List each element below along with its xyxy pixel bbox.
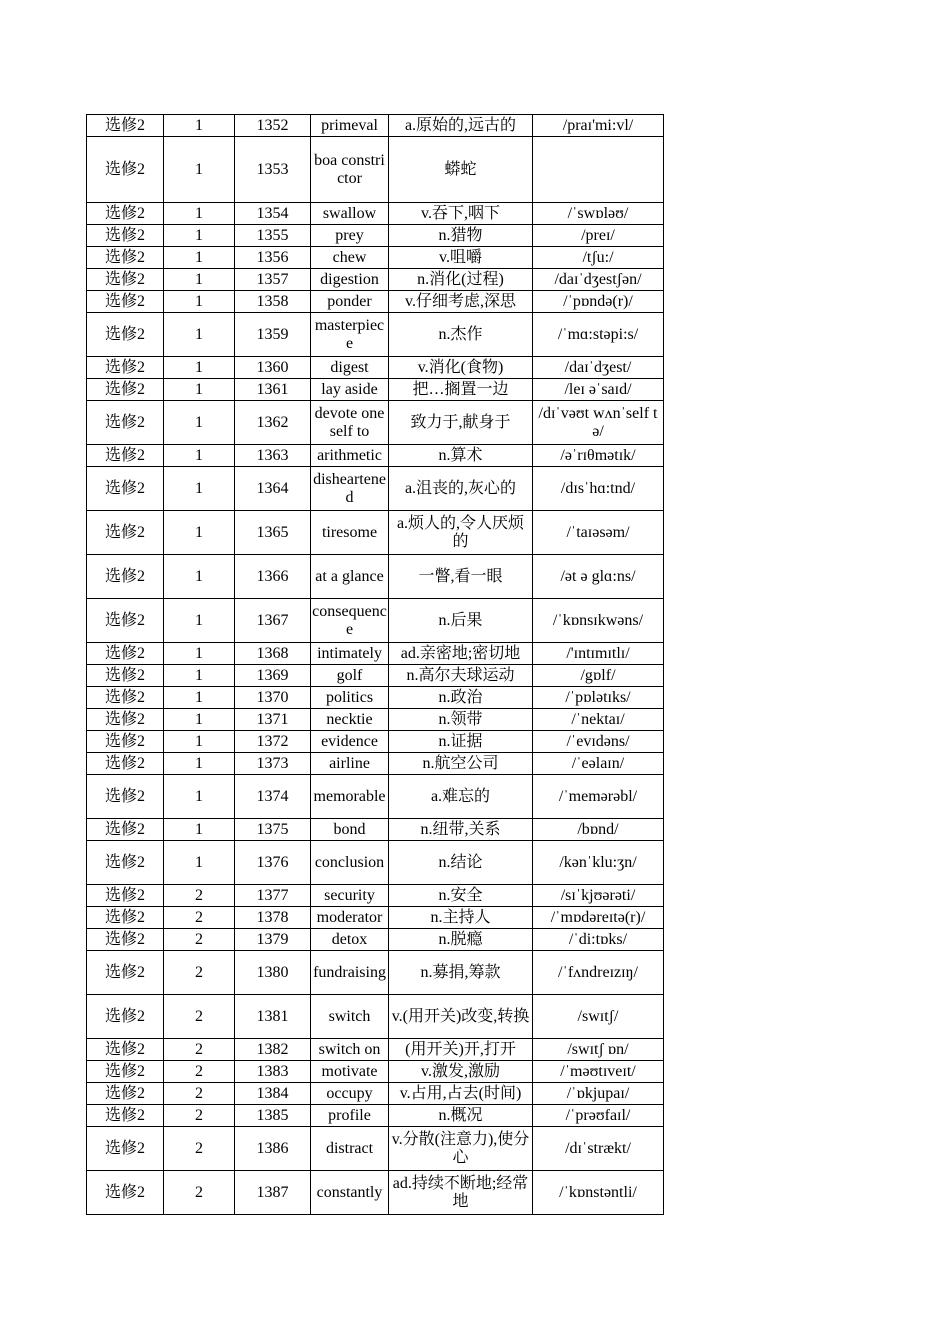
word-cell: security — [311, 885, 389, 907]
table-row — [87, 687, 664, 709]
word-cell: memorable — [311, 775, 389, 819]
table-row — [87, 225, 664, 247]
book-cell: 选修2 — [87, 511, 164, 555]
number-cell: 1355 — [235, 225, 311, 247]
book-cell: 选修2 — [87, 775, 164, 819]
word-cell: profile — [311, 1105, 389, 1127]
book-cell: 选修2 — [87, 137, 164, 203]
table-row — [87, 269, 664, 291]
phonetic-cell — [533, 137, 664, 203]
book-cell: 选修2 — [87, 203, 164, 225]
meaning-cell: v.激发,激励 — [389, 1061, 533, 1083]
unit-cell: 1 — [164, 555, 235, 599]
phonetic-cell: /daɪˈdʒestʃən/ — [533, 269, 664, 291]
phonetic-cell: /ət ə glɑ:ns/ — [533, 555, 664, 599]
book-cell: 选修2 — [87, 1127, 164, 1171]
unit-cell: 1 — [164, 401, 235, 445]
phonetic-cell: /ˈpɒlətɪks/ — [533, 687, 664, 709]
book-cell: 选修2 — [87, 929, 164, 951]
table-row — [87, 467, 664, 511]
phonetic-cell: /tʃu:/ — [533, 247, 664, 269]
phonetic-cell: /swɪtʃ/ — [533, 995, 664, 1039]
meaning-cell: n.结论 — [389, 841, 533, 885]
phonetic-cell: /ˈmɒdəreɪtə(r)/ — [533, 907, 664, 929]
number-cell: 1375 — [235, 819, 311, 841]
unit-cell: 2 — [164, 995, 235, 1039]
book-cell: 选修2 — [87, 291, 164, 313]
number-cell: 1358 — [235, 291, 311, 313]
vocabulary-table — [86, 114, 664, 1215]
unit-cell: 1 — [164, 665, 235, 687]
phonetic-cell: /ˈeəlaɪn/ — [533, 753, 664, 775]
phonetic-cell: /dɪsˈhɑ:tnd/ — [533, 467, 664, 511]
table-row — [87, 929, 664, 951]
number-cell: 1370 — [235, 687, 311, 709]
word-cell: prey — [311, 225, 389, 247]
phonetic-cell: /kənˈklu:ʒn/ — [533, 841, 664, 885]
word-cell: digest — [311, 357, 389, 379]
table-row — [87, 775, 664, 819]
phonetic-cell: /preɪ/ — [533, 225, 664, 247]
book-cell: 选修2 — [87, 687, 164, 709]
book-cell: 选修2 — [87, 115, 164, 137]
unit-cell: 1 — [164, 753, 235, 775]
book-cell: 选修2 — [87, 379, 164, 401]
meaning-cell: ad.持续不断地;经常地 — [389, 1171, 533, 1215]
meaning-cell: 蟒蛇 — [389, 137, 533, 203]
number-cell: 1383 — [235, 1061, 311, 1083]
unit-cell: 2 — [164, 1171, 235, 1215]
phonetic-cell: /dɪˈvəʊt wʌnˈself tə/ — [533, 401, 664, 445]
phonetic-cell: /ˈprəʊfaɪl/ — [533, 1105, 664, 1127]
word-cell: lay aside — [311, 379, 389, 401]
table-row — [87, 291, 664, 313]
word-cell: chew — [311, 247, 389, 269]
word-cell: occupy — [311, 1083, 389, 1105]
phonetic-cell: /əˈrɪθmətɪk/ — [533, 445, 664, 467]
word-cell: ponder — [311, 291, 389, 313]
meaning-cell: a.烦人的,令人厌烦的 — [389, 511, 533, 555]
number-cell: 1372 — [235, 731, 311, 753]
phonetic-cell: /gɒlf/ — [533, 665, 664, 687]
table-row — [87, 555, 664, 599]
table-row — [87, 1127, 664, 1171]
unit-cell: 1 — [164, 269, 235, 291]
word-cell: consequence — [311, 599, 389, 643]
phonetic-cell: /ˈevɪdəns/ — [533, 731, 664, 753]
phonetic-cell: /leɪ əˈsaɪd/ — [533, 379, 664, 401]
word-cell: conclusion — [311, 841, 389, 885]
unit-cell: 2 — [164, 1105, 235, 1127]
unit-cell: 1 — [164, 731, 235, 753]
unit-cell: 1 — [164, 709, 235, 731]
word-cell: airline — [311, 753, 389, 775]
phonetic-cell: /sɪˈkjʊərəti/ — [533, 885, 664, 907]
book-cell: 选修2 — [87, 841, 164, 885]
unit-cell: 1 — [164, 225, 235, 247]
book-cell: 选修2 — [87, 907, 164, 929]
unit-cell: 1 — [164, 115, 235, 137]
number-cell: 1352 — [235, 115, 311, 137]
meaning-cell: n.航空公司 — [389, 753, 533, 775]
phonetic-cell: /swɪtʃ ɒn/ — [533, 1039, 664, 1061]
unit-cell: 1 — [164, 841, 235, 885]
word-cell: golf — [311, 665, 389, 687]
book-cell: 选修2 — [87, 753, 164, 775]
unit-cell: 1 — [164, 203, 235, 225]
table-row — [87, 203, 664, 225]
phonetic-cell: /daɪˈdʒest/ — [533, 357, 664, 379]
word-cell: disheartened — [311, 467, 389, 511]
table-row — [87, 819, 664, 841]
number-cell: 1361 — [235, 379, 311, 401]
book-cell: 选修2 — [87, 599, 164, 643]
unit-cell: 1 — [164, 599, 235, 643]
table-row — [87, 313, 664, 357]
number-cell: 1387 — [235, 1171, 311, 1215]
unit-cell: 1 — [164, 291, 235, 313]
book-cell: 选修2 — [87, 445, 164, 467]
table-row — [87, 115, 664, 137]
number-cell: 1353 — [235, 137, 311, 203]
table-row — [87, 731, 664, 753]
table-row — [87, 709, 664, 731]
meaning-cell: (用开关)开,打开 — [389, 1039, 533, 1061]
phonetic-cell: /praɪ'mi:vl/ — [533, 115, 664, 137]
meaning-cell: n.募捐,筹款 — [389, 951, 533, 995]
meaning-cell: 把…搁置一边 — [389, 379, 533, 401]
meaning-cell: a.难忘的 — [389, 775, 533, 819]
meaning-cell: v.(用开关)改变,转换 — [389, 995, 533, 1039]
book-cell: 选修2 — [87, 313, 164, 357]
number-cell: 1357 — [235, 269, 311, 291]
word-cell: devote oneself to — [311, 401, 389, 445]
table-row — [87, 753, 664, 775]
unit-cell: 2 — [164, 929, 235, 951]
number-cell: 1382 — [235, 1039, 311, 1061]
table-row — [87, 401, 664, 445]
book-cell: 选修2 — [87, 269, 164, 291]
number-cell: 1354 — [235, 203, 311, 225]
vocabulary-table-body — [87, 115, 664, 1215]
table-row — [87, 247, 664, 269]
number-cell: 1365 — [235, 511, 311, 555]
table-row — [87, 643, 664, 665]
book-cell: 选修2 — [87, 951, 164, 995]
number-cell: 1377 — [235, 885, 311, 907]
number-cell: 1384 — [235, 1083, 311, 1105]
number-cell: 1363 — [235, 445, 311, 467]
word-cell: fundraising — [311, 951, 389, 995]
phonetic-cell: /ˈmɑ:stəpi:s/ — [533, 313, 664, 357]
meaning-cell: n.纽带,关系 — [389, 819, 533, 841]
table-row — [87, 1105, 664, 1127]
phonetic-cell: /'ɪntɪmɪtlɪ/ — [533, 643, 664, 665]
book-cell: 选修2 — [87, 1039, 164, 1061]
book-cell: 选修2 — [87, 643, 164, 665]
book-cell: 选修2 — [87, 555, 164, 599]
phonetic-cell: /bɒnd/ — [533, 819, 664, 841]
phonetic-cell: /ˈdi:tɒks/ — [533, 929, 664, 951]
word-cell: at a glance — [311, 555, 389, 599]
unit-cell: 2 — [164, 1083, 235, 1105]
phonetic-cell: /ˈkɒnsɪkwəns/ — [533, 599, 664, 643]
word-cell: motivate — [311, 1061, 389, 1083]
table-row — [87, 357, 664, 379]
unit-cell: 2 — [164, 1061, 235, 1083]
meaning-cell: n.消化(过程) — [389, 269, 533, 291]
book-cell: 选修2 — [87, 1061, 164, 1083]
phonetic-cell: /ˈmemərəbl/ — [533, 775, 664, 819]
number-cell: 1376 — [235, 841, 311, 885]
table-row — [87, 599, 664, 643]
unit-cell: 1 — [164, 775, 235, 819]
number-cell: 1373 — [235, 753, 311, 775]
meaning-cell: a.沮丧的,灰心的 — [389, 467, 533, 511]
word-cell: distract — [311, 1127, 389, 1171]
meaning-cell: v.占用,占去(时间) — [389, 1083, 533, 1105]
word-cell: constantly — [311, 1171, 389, 1215]
number-cell: 1366 — [235, 555, 311, 599]
phonetic-cell: /ˈfʌndreɪzɪŋ/ — [533, 951, 664, 995]
book-cell: 选修2 — [87, 357, 164, 379]
meaning-cell: n.脱瘾 — [389, 929, 533, 951]
number-cell: 1368 — [235, 643, 311, 665]
table-row — [87, 841, 664, 885]
table-row — [87, 1083, 664, 1105]
unit-cell: 1 — [164, 687, 235, 709]
word-cell: evidence — [311, 731, 389, 753]
number-cell: 1386 — [235, 1127, 311, 1171]
word-cell: arithmetic — [311, 445, 389, 467]
number-cell: 1359 — [235, 313, 311, 357]
meaning-cell: n.证据 — [389, 731, 533, 753]
word-cell: digestion — [311, 269, 389, 291]
word-cell: necktie — [311, 709, 389, 731]
phonetic-cell: /ˈɒkjupaɪ/ — [533, 1083, 664, 1105]
meaning-cell: ad.亲密地;密切地 — [389, 643, 533, 665]
table-row — [87, 511, 664, 555]
number-cell: 1385 — [235, 1105, 311, 1127]
book-cell: 选修2 — [87, 1105, 164, 1127]
book-cell: 选修2 — [87, 995, 164, 1039]
unit-cell: 1 — [164, 247, 235, 269]
phonetic-cell: /ˈməʊtɪveɪt/ — [533, 1061, 664, 1083]
number-cell: 1371 — [235, 709, 311, 731]
meaning-cell: n.领带 — [389, 709, 533, 731]
number-cell: 1374 — [235, 775, 311, 819]
phonetic-cell: /ˈtaɪəsəm/ — [533, 511, 664, 555]
meaning-cell: n.政治 — [389, 687, 533, 709]
number-cell: 1378 — [235, 907, 311, 929]
book-cell: 选修2 — [87, 247, 164, 269]
number-cell: 1379 — [235, 929, 311, 951]
meaning-cell: n.杰作 — [389, 313, 533, 357]
book-cell: 选修2 — [87, 225, 164, 247]
book-cell: 选修2 — [87, 819, 164, 841]
meaning-cell: a.原始的,远古的 — [389, 115, 533, 137]
unit-cell: 1 — [164, 819, 235, 841]
phonetic-cell: /ˈswɒləʊ/ — [533, 203, 664, 225]
table-row — [87, 951, 664, 995]
meaning-cell: v.分散(注意力),使分心 — [389, 1127, 533, 1171]
word-cell: boa constrictor — [311, 137, 389, 203]
phonetic-cell: /ˈkɒnstəntli/ — [533, 1171, 664, 1215]
number-cell: 1380 — [235, 951, 311, 995]
phonetic-cell: /ˈnektaɪ/ — [533, 709, 664, 731]
meaning-cell: 一瞥,看一眼 — [389, 555, 533, 599]
unit-cell: 2 — [164, 1127, 235, 1171]
number-cell: 1364 — [235, 467, 311, 511]
unit-cell: 2 — [164, 907, 235, 929]
meaning-cell: 致力于,献身于 — [389, 401, 533, 445]
book-cell: 选修2 — [87, 731, 164, 753]
meaning-cell: n.主持人 — [389, 907, 533, 929]
book-cell: 选修2 — [87, 665, 164, 687]
table-row — [87, 907, 664, 929]
number-cell: 1362 — [235, 401, 311, 445]
meaning-cell: v.吞下,咽下 — [389, 203, 533, 225]
book-cell: 选修2 — [87, 467, 164, 511]
meaning-cell: v.消化(食物) — [389, 357, 533, 379]
meaning-cell: n.后果 — [389, 599, 533, 643]
book-cell: 选修2 — [87, 1083, 164, 1105]
meaning-cell: v.仔细考虑,深思 — [389, 291, 533, 313]
table-row — [87, 885, 664, 907]
table-row — [87, 1039, 664, 1061]
number-cell: 1369 — [235, 665, 311, 687]
unit-cell: 1 — [164, 643, 235, 665]
word-cell: bond — [311, 819, 389, 841]
book-cell: 选修2 — [87, 401, 164, 445]
meaning-cell: n.猎物 — [389, 225, 533, 247]
meaning-cell: n.高尔夫球运动 — [389, 665, 533, 687]
word-cell: politics — [311, 687, 389, 709]
word-cell: moderator — [311, 907, 389, 929]
table-row — [87, 1061, 664, 1083]
word-cell: masterpiece — [311, 313, 389, 357]
number-cell: 1367 — [235, 599, 311, 643]
word-cell: detox — [311, 929, 389, 951]
unit-cell: 1 — [164, 313, 235, 357]
meaning-cell: v.咀嚼 — [389, 247, 533, 269]
unit-cell: 1 — [164, 467, 235, 511]
unit-cell: 1 — [164, 445, 235, 467]
word-cell: switch on — [311, 1039, 389, 1061]
phonetic-cell: /ˈpɒndə(r)/ — [533, 291, 664, 313]
unit-cell: 1 — [164, 379, 235, 401]
word-cell: swallow — [311, 203, 389, 225]
unit-cell: 1 — [164, 511, 235, 555]
number-cell: 1360 — [235, 357, 311, 379]
phonetic-cell: /dɪˈstrækt/ — [533, 1127, 664, 1171]
unit-cell: 1 — [164, 357, 235, 379]
number-cell: 1381 — [235, 995, 311, 1039]
word-cell: primeval — [311, 115, 389, 137]
word-cell: switch — [311, 995, 389, 1039]
word-cell: tiresome — [311, 511, 389, 555]
word-cell: intimately — [311, 643, 389, 665]
table-row — [87, 137, 664, 203]
book-cell: 选修2 — [87, 709, 164, 731]
unit-cell: 1 — [164, 137, 235, 203]
table-row — [87, 995, 664, 1039]
meaning-cell: n.算术 — [389, 445, 533, 467]
table-row — [87, 665, 664, 687]
meaning-cell: n.安全 — [389, 885, 533, 907]
unit-cell: 2 — [164, 1039, 235, 1061]
table-row — [87, 1171, 664, 1215]
meaning-cell: n.概况 — [389, 1105, 533, 1127]
unit-cell: 2 — [164, 885, 235, 907]
book-cell: 选修2 — [87, 885, 164, 907]
unit-cell: 2 — [164, 951, 235, 995]
number-cell: 1356 — [235, 247, 311, 269]
table-row — [87, 445, 664, 467]
table-row — [87, 379, 664, 401]
book-cell: 选修2 — [87, 1171, 164, 1215]
